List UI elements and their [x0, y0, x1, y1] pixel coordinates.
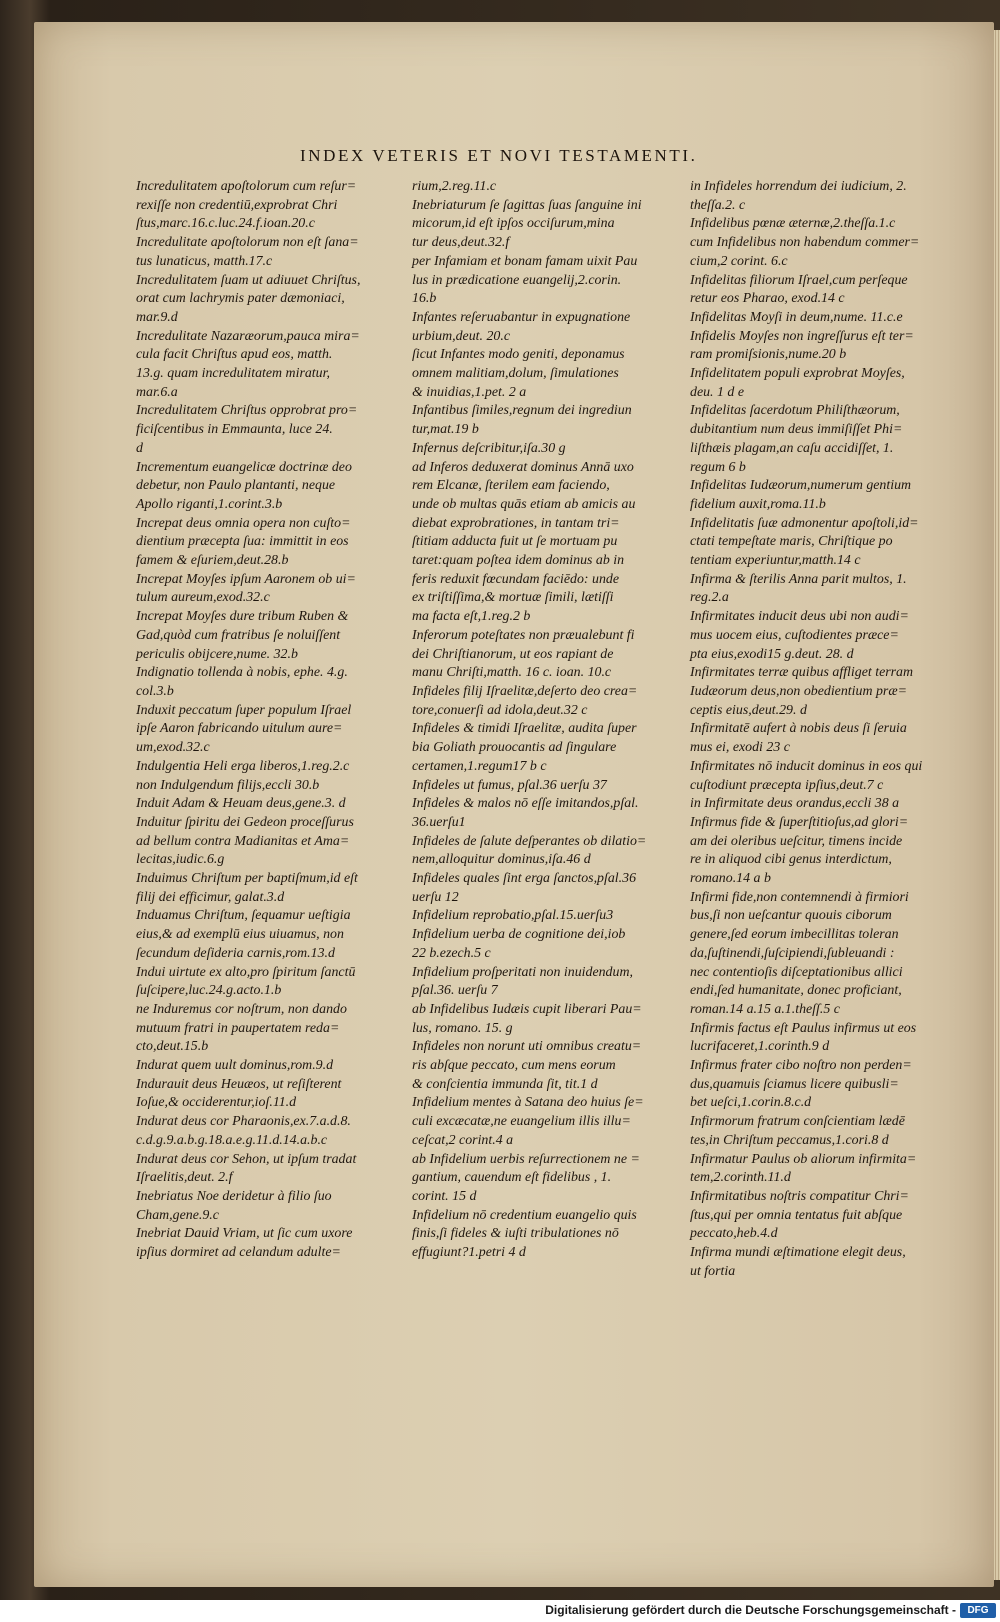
- index-line: um,exod.32.c: [136, 740, 210, 756]
- index-line: filij dei efficimur, galat.3.d: [136, 889, 285, 905]
- index-line: cula facit Chriſtus apud eos, matth.: [136, 347, 333, 363]
- index-line: tem,2.corinth.11.d: [690, 1170, 791, 1186]
- index-line: col.3.b: [136, 683, 174, 699]
- index-line: Infidelitatis ſuæ admonentur apoſtoli,id=: [690, 515, 919, 531]
- index-line: eius,& ad exemplū eius uiuamus, non: [136, 927, 344, 943]
- index-line: genere,ſed eorum imbecillitas toleran: [690, 927, 899, 943]
- index-line: ſtus,qui per omnia tentatus fuit abſque: [690, 1207, 903, 1223]
- index-line: theſſa.2. c: [690, 197, 746, 213]
- index-line: ſecundum deſideria carnis,rom.13.d: [136, 945, 335, 961]
- index-line: Infideles & malos nō eſſe imitandos,pſal.: [412, 796, 639, 812]
- index-line: Infirmorum fratrum conſcientiam lædē: [690, 1114, 905, 1130]
- index-line: d: [136, 440, 143, 456]
- index-line: Infidelitas Iudæorum,numerum gentium: [690, 478, 912, 494]
- index-line: ſicut Infantes modo geniti, deponamus: [412, 347, 625, 363]
- index-line: orat cum lachrymis pater dæmoniaci,: [136, 291, 345, 307]
- index-line: Indurat quem uult dominus,rom.9.d: [136, 1058, 334, 1074]
- index-line: reg.2.a: [690, 590, 729, 606]
- index-line: manu Chriſti,matth. 16 c. ioan. 10.c: [412, 665, 612, 681]
- index-line: Indurat deus cor Pharaonis,ex.7.a.d.8.: [136, 1114, 351, 1130]
- index-line: roman.14 a.15 a.1.theſſ.5 c: [690, 1001, 840, 1017]
- index-line: 16.b: [412, 291, 437, 307]
- index-line: Infidelis Moyſes non ingreſſurus eſt ter=: [690, 328, 914, 344]
- index-line: ceptis eius,deut.29. d: [690, 702, 807, 718]
- index-line: Infideles quales ſint erga ſanctos,pſal.36: [412, 871, 637, 887]
- index-line: Inebriaturum ſe ſagittas ſuas ſanguine ini: [412, 197, 642, 213]
- index-line: Infidelibus pœnæ æternæ,2.theſſa.1.c: [690, 216, 896, 232]
- index-line: Infirma & ſterilis Anna parit multos, 1.: [690, 571, 907, 587]
- footer-credit: Digitalisierung gefördert durch die Deutsche Forschungsgemeinschaft -: [545, 1603, 956, 1617]
- index-line: tentiam experiuntur,matth.14 c: [690, 553, 861, 569]
- index-line: Infidelitas filiorum Iſrael,cum perſeque: [690, 272, 908, 288]
- index-line: fidelium auxit,roma.11.b: [690, 496, 826, 512]
- index-line: Cham,gene.9.c: [136, 1207, 219, 1223]
- index-line: Infirmus fide & ſuperſtitioſus,ad glori=: [690, 814, 909, 830]
- index-line: ris abſque peccato, cum mens eorum: [412, 1058, 616, 1074]
- index-line: deu. 1 d e: [690, 384, 745, 400]
- index-line: ut fortia: [690, 1263, 736, 1279]
- index-line: Indui uirtute ex alto,pro ſpiritum ſanctū: [136, 964, 356, 980]
- index-line: Induxit peccatum ſuper populum Iſrael: [136, 702, 352, 718]
- index-line: mus uocem eius, cuſtodientes præce=: [690, 627, 899, 643]
- index-line: re in aliquod cibi genus interdictum,: [690, 852, 892, 868]
- index-line: ſtus,marc.16.c.luc.24.f.ioan.20.c: [136, 216, 315, 232]
- index-line: Infirmitates terræ quibus affliget terram: [690, 665, 914, 681]
- index-line: romano.14 a b: [690, 871, 771, 887]
- index-line: Infidelium uerba de cognitione dei,iob: [412, 927, 626, 943]
- index-line: ſuſcipere,luc.24.g.acto.1.b: [136, 983, 282, 999]
- index-line: Infideles filij Iſraelitæ,deſerto deo crea=: [412, 683, 638, 699]
- index-line: rexiſſe non credentiū,exprobrat Chri: [136, 197, 338, 213]
- index-line: Infirmis factus eſt Paulus infirmus ut eos: [690, 1020, 917, 1036]
- index-line: ipſe Aaron fabricando uitulum aure=: [136, 721, 343, 737]
- index-line: per Infamiam et bonam famam uixit Pau: [412, 253, 638, 269]
- index-line: 22 b.ezech.5 c: [412, 945, 491, 961]
- index-line: Infirmitatē aufert à nobis deus ſi ſeruia: [690, 721, 907, 737]
- index-line: Infirmitatibus noſtris compatitur Chri=: [690, 1188, 909, 1204]
- index-line: rium,2.reg.11.c: [412, 179, 497, 194]
- index-line: Indurauit deus Heuæos, ut reſiſterent: [136, 1076, 342, 1092]
- index-line: Infideles de ſalute deſperantes ob dilatio=: [412, 833, 647, 849]
- index-line: dus,quamuis ſciamus licere quibusli=: [690, 1076, 899, 1092]
- index-line: Incredulitate Nazaræorum,pauca mira=: [136, 328, 360, 344]
- index-line: periculis obijcere,nume. 32.b: [136, 646, 298, 662]
- index-line: cto,deut.15.b: [136, 1039, 209, 1055]
- index-line: peccato,heb.4.d: [690, 1226, 778, 1242]
- index-line: Induit Adam & Heuam deus,gene.3. d: [136, 796, 346, 812]
- index-line: Inferorum poteſtates non præualebunt fi: [412, 627, 635, 643]
- index-line: famem & eſuriem,deut.28.b: [136, 553, 289, 569]
- index-line: Induimus Chriſtum per baptiſmum,id eſt: [136, 871, 358, 887]
- index-line: Infidelium reprobatio,pſal.15.uerſu3: [412, 908, 614, 924]
- index-line: debetur, non Paulo plantanti, neque: [136, 478, 336, 494]
- index-line: lecitas,iudic.6.g: [136, 852, 225, 868]
- index-line: effugiunt?1.petri 4 d: [412, 1245, 526, 1261]
- index-line: feris reduxit fœcundam faciēdo: unde: [412, 571, 620, 587]
- index-line: regum 6 b: [690, 459, 746, 475]
- index-line: ctati tempeſtate maris, Chriſtique po: [690, 534, 893, 550]
- index-line: mar.9.d: [136, 309, 178, 325]
- index-line: Increpat Moyſes dure tribum Ruben &: [136, 609, 349, 625]
- index-line: omnem malitiam,dolum, ſimulationes: [412, 366, 619, 382]
- index-line: Inebriat Dauid Vriam, ut ſic cum uxore: [136, 1226, 353, 1242]
- index-line: cuſtodiunt præcepta ipſius,deut.7 c: [690, 777, 884, 793]
- index-line: Increpat deus omnia opera non cuſto=: [136, 515, 351, 531]
- index-line: ficiſcentibus in Emmaunta, luce 24.: [136, 422, 333, 438]
- index-line: dientium præcepta ſua: immittit in eos: [136, 534, 349, 550]
- index-line: Infidelitatem populi exprobrat Moyſes,: [690, 366, 905, 382]
- index-line: & conſcientia immunda ſit, tit.1 d: [412, 1076, 598, 1092]
- index-line: nec contentioſis diſceptationibus allici: [690, 964, 903, 980]
- index-line: Gad,quòd cum fratribus ſe noluiſſent: [136, 627, 341, 643]
- index-line: lus in prædicatione euangelij,2.corin.: [412, 272, 622, 288]
- index-line: ma facta eſt,1.reg.2 b: [412, 609, 531, 625]
- index-line: Induitur ſpiritu dei Gedeon proceſſurus: [136, 814, 354, 830]
- index-line: da,ſuſtinendi,ſuſcipiendi,ſubleuandi :: [690, 945, 895, 961]
- index-line: rem Elcanæ, ſterilem eam faciendo,: [412, 478, 610, 494]
- index-line: Infirmus frater cibo noſtro non perden=: [690, 1058, 912, 1074]
- index-line: Iudæorum deus,non obedientium præ=: [690, 683, 907, 699]
- index-line: micorum,id eſt ipſos occiſurum,mina: [412, 216, 615, 232]
- index-line: ab Infidelium uerbis reſurrectionem ne =: [412, 1151, 640, 1167]
- index-line: bus,ſi non ueſcantur quouis ciborum: [690, 908, 892, 924]
- index-line: Infideles ut fumus, pſal.36 uerſu 37: [412, 777, 607, 793]
- index-line: unde ob multas quās etiam ab amicis au: [412, 496, 636, 512]
- index-line: Incrementum euangelicæ doctrinæ deo: [136, 459, 352, 475]
- index-line: Infideles non norunt uti omnibus creatu=: [412, 1039, 642, 1055]
- index-line: tes,in Chriſtum peccamus,1.cori.8 d: [690, 1132, 889, 1148]
- index-line: Induamus Chriſtum, ſequamur ueſtigia: [136, 908, 351, 924]
- index-column-2: [398, 178, 668, 1263]
- index-line: ram promiſsionis,nume.20 b: [690, 347, 847, 363]
- index-line: pta eius,exodi15 g.deut. 28. d: [690, 646, 854, 662]
- index-line: dei Chriſtianorum, ut eos rapiant de: [412, 646, 614, 662]
- index-line: Infernus deſcribitur,iſa.30 g: [412, 440, 566, 456]
- index-line: Infirmitates nō inducit dominus in eos qui: [690, 758, 923, 774]
- index-line: Infidelium nō credentium euangelio quis: [412, 1207, 637, 1223]
- index-line: am dei oleribus ueſcitur, timens incide: [690, 833, 903, 849]
- index-line: gantium, cauendum eſt fidelibus , 1.: [412, 1170, 612, 1186]
- index-line: tur deus,deut.32.f: [412, 235, 510, 251]
- index-line: Infirmitates inducit deus ubi non audi=: [690, 609, 909, 625]
- index-line: taret:quam poſtea idem dominus ab in: [412, 553, 625, 569]
- index-line: Indignatio tollenda à nobis, ephe. 4.g.: [136, 665, 348, 681]
- index-line: tus lunaticus, matth.17.c: [136, 253, 273, 269]
- index-line: liſthæis plagam,an caſu accidiſſet, 1.: [690, 440, 894, 456]
- index-line: 36.uerſu1: [412, 814, 466, 830]
- index-line: ad bellum contra Madianitas et Ama=: [136, 833, 350, 849]
- index-line: retur eos Pharao, exod.14 c: [690, 291, 845, 307]
- index-line: ceſcat,2 corint.4 a: [412, 1132, 514, 1148]
- index-line: Inebriatus Noe deridetur à filio ſuo: [136, 1188, 332, 1204]
- index-line: corint. 15 d: [412, 1188, 477, 1204]
- index-line: Increpat Moyſes ipſum Aaronem ob ui=: [136, 571, 356, 587]
- index-line: tulum aureum,exod.32.c: [136, 590, 270, 606]
- index-line: ſtitiam adducta fuit ut ſe mortuam pu: [412, 534, 618, 550]
- index-line: ad Inferos deduxerat dominus Annā uxo: [412, 459, 634, 475]
- index-line: cium,2 corint. 6.c: [690, 253, 788, 269]
- index-line: & inuidias,1.pet. 2 a: [412, 384, 527, 400]
- index-column-3: [676, 178, 952, 1281]
- index-line: tur,mat.19 b: [412, 422, 479, 438]
- index-line: endi,ſed humanitate, donec proficiant,: [690, 983, 902, 999]
- index-line: urbium,deut. 20.c: [412, 328, 510, 344]
- index-line: Infidelitas ſacerdotum Philiſthæorum,: [690, 403, 900, 419]
- index-line: Apollo riganti,1.corint.3.b: [136, 496, 283, 512]
- index-line: mutuum fratri in paupertatem reda=: [136, 1020, 340, 1036]
- index-line: pſal.36. uerſu 7: [412, 983, 498, 999]
- footer-bar: [0, 1600, 1000, 1622]
- index-line: Incredulitate apoſtolorum non eſt ſana=: [136, 235, 359, 251]
- index-line: tore,conuerſi ad idola,deut.32 c: [412, 702, 588, 718]
- index-line: certamen,1.regum17 b c: [412, 758, 547, 774]
- index-line: diebat exprobrationes, in tantam tri=: [412, 515, 620, 531]
- index-line: Incredulitatem apoſtolorum cum reſur=: [136, 179, 357, 194]
- index-line: in Infideles horrendum dei iudicium, 2.: [690, 179, 907, 194]
- index-line: cum Infidelibus non habendum commer=: [690, 235, 920, 251]
- index-line: culi excæcatæ,ne euangelium illis illu=: [412, 1114, 631, 1130]
- index-line: Infideles & timidi Iſraelitæ, audita ſuper: [412, 721, 637, 737]
- index-line: Infantibus ſimiles,regnum dei ingrediun: [412, 403, 632, 419]
- index-line: finis,ſi fideles & iuſti tribulationes nō: [412, 1226, 619, 1242]
- index-line: Incredulitatem Chriſtus opprobrat pro=: [136, 403, 358, 419]
- index-line: Infirmi fide,non contemnendi à firmiori: [690, 889, 909, 905]
- index-line: bia Goliath prouocantis ad ſingulare: [412, 740, 617, 756]
- index-line: mar.6.a: [136, 384, 178, 400]
- index-line: Infirmatur Paulus ob aliorum infirmita=: [690, 1151, 917, 1167]
- index-line: Infidelium mentes à Satana deo huius ſe=: [412, 1095, 644, 1111]
- index-line: Indulgentia Heli erga liberos,1.reg.2.c: [136, 758, 350, 774]
- index-line: nem,alloquitur dominus,iſa.46 d: [412, 852, 591, 868]
- index-line: bet ueſci,1.corin.8.c.d: [690, 1095, 812, 1111]
- index-line: Infantes reſeruabantur in expugnatione: [412, 309, 631, 325]
- index-line: Infidelium proſperitati non inuidendum,: [412, 964, 633, 980]
- running-head: INDEX VETERIS ET NOVI TESTAMENTI.: [300, 146, 698, 165]
- index-line: non Indulgendum filijs,eccli 30.b: [136, 777, 320, 793]
- index-line: 13.g. quam incredulitatem miratur,: [136, 366, 330, 382]
- index-line: Infidelitas Moyſi in deum,nume. 11.c.e: [690, 309, 903, 325]
- index-line: ab Infidelibus Iudæis cupit liberari Pau=: [412, 1001, 642, 1017]
- index-line: Iſraelitis,deut. 2.f: [136, 1170, 233, 1186]
- index-line: Incredulitatem ſuam ut adiuuet Chriſtus,: [136, 272, 361, 288]
- index-line: c.d.g.9.a.b.g.18.a.e.g.11.d.14.a.b.c: [136, 1132, 328, 1148]
- index-line: Infirma mundi æſtimatione elegit deus,: [690, 1245, 906, 1261]
- index-column-1: [122, 178, 392, 1263]
- index-line: ex triſtiſſima,& mortuæ ſimili, lætiſſi: [412, 590, 614, 606]
- dfg-logo: DFG: [960, 1603, 996, 1618]
- index-line: ne Induremus cor noſtrum, non dando: [136, 1001, 347, 1017]
- index-line: Ioſue,& occiderentur,ioſ.11.d: [136, 1095, 297, 1111]
- index-line: uerſu 12: [412, 889, 459, 905]
- index-line: lucrifaceret,1.corinth.9 d: [690, 1039, 830, 1055]
- index-line: in Infirmitate deus orandus,eccli 38 a: [690, 796, 900, 812]
- index-line: ipſius dormiret ad celandum adulte=: [136, 1245, 341, 1261]
- index-line: Indurat deus cor Sehon, ut ipſum tradat: [136, 1151, 357, 1167]
- index-line: mus ei, exodi 23 c: [690, 740, 790, 756]
- index-line: dubitantium num deus immiſiſſet Phi=: [690, 422, 903, 438]
- index-line: lus, romano. 15. g: [412, 1020, 513, 1036]
